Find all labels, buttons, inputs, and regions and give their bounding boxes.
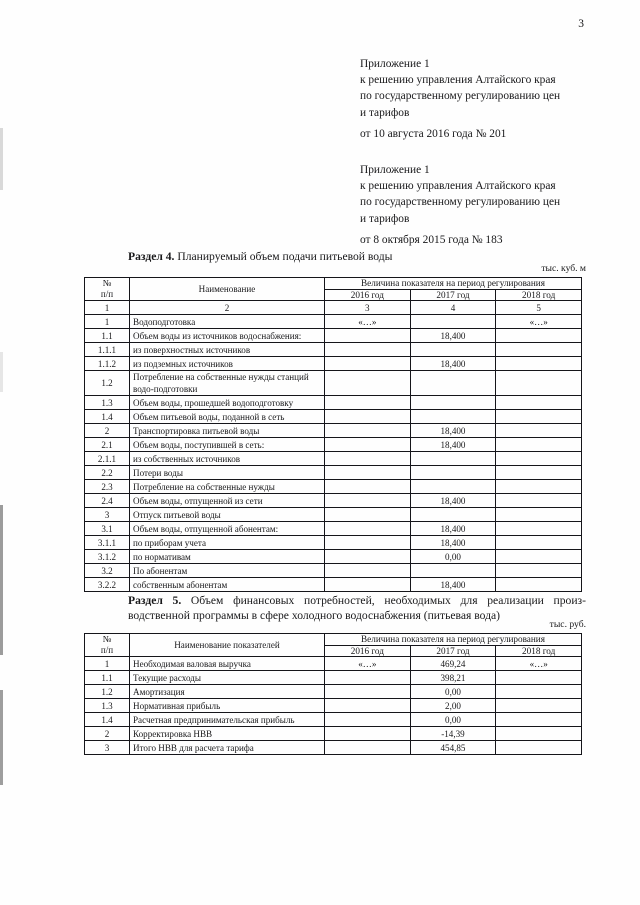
cell-2016 xyxy=(325,424,411,438)
cell-2016 xyxy=(325,522,411,536)
cell-2017: 18,400 xyxy=(410,578,496,592)
column-header-group: Величина показателя на период регулирования xyxy=(325,278,582,290)
row-name: Потребление на собственные нужды xyxy=(130,480,325,494)
column-header-year-2017: 2017 год xyxy=(410,289,496,301)
cell-2016 xyxy=(325,564,411,578)
row-number: 2 xyxy=(85,424,130,438)
table-row xyxy=(85,713,582,727)
column-index: 5 xyxy=(496,301,582,315)
cell-2018 xyxy=(496,371,582,396)
table-row xyxy=(85,329,582,343)
appendix-line: и тарифов xyxy=(360,212,410,225)
np-line-1: № xyxy=(102,278,112,288)
cell-2017: 18,400 xyxy=(410,494,496,508)
column-header-number xyxy=(85,634,130,657)
row-number: 1.2 xyxy=(85,371,130,396)
section-5-title-text: Объем финансовых потребностей, необходимых для реализации произ-водственной программы в сфере холодного водоснабжения (питьевая вода) xyxy=(128,594,587,622)
row-number: 3.1.1 xyxy=(85,536,130,550)
appendix-line: к решению управления Алтайского края xyxy=(360,180,556,193)
row-number: 2 xyxy=(85,727,130,741)
cell-2016 xyxy=(325,343,411,357)
cell-2018 xyxy=(496,466,582,480)
table-row xyxy=(85,343,582,357)
page-number: 3 xyxy=(578,18,584,30)
cell-2016: «…» xyxy=(325,315,411,329)
row-name: Расчетная предпринимательская прибыль xyxy=(130,713,325,727)
scan-artifact xyxy=(0,690,3,785)
cell-2017: 18,400 xyxy=(410,357,496,371)
cell-2018 xyxy=(496,550,582,564)
section-5-heading xyxy=(128,594,586,623)
row-name: Необходимая валовая выручка xyxy=(130,657,325,671)
cell-2018 xyxy=(496,494,582,508)
cell-2017: 398,21 xyxy=(410,671,496,685)
cell-2016 xyxy=(325,699,411,713)
cell-2017 xyxy=(410,564,496,578)
row-number: 3.1 xyxy=(85,522,130,536)
row-name: Объем воды, отпущенной из сети xyxy=(130,494,325,508)
appendix-date-line: от 10 августа 2016 года № 201 xyxy=(360,127,507,140)
row-name: Транспортировка питьевой воды xyxy=(130,424,325,438)
section-4-number: Раздел 4. xyxy=(128,250,175,263)
cell-2016 xyxy=(325,480,411,494)
cell-2018 xyxy=(496,480,582,494)
column-header-name: Наименование показателей xyxy=(130,634,325,657)
table-row xyxy=(85,578,582,592)
cell-2017 xyxy=(410,315,496,329)
cell-2016 xyxy=(325,410,411,424)
row-name: Потребление на собственные нужды станций водо-подготовки xyxy=(130,371,325,396)
table-row xyxy=(85,671,582,685)
table-row xyxy=(85,699,582,713)
cell-2017: 2,00 xyxy=(410,699,496,713)
table-row xyxy=(85,466,582,480)
cell-2018 xyxy=(496,357,582,371)
appendix-line: по государственному регулированию цен xyxy=(360,90,561,103)
cell-2016 xyxy=(325,578,411,592)
row-name: по нормативам xyxy=(130,550,325,564)
row-number: 2.1.1 xyxy=(85,452,130,466)
cell-2016 xyxy=(325,396,411,410)
row-name: Итого НВВ для расчета тарифа xyxy=(130,741,325,755)
cell-2016 xyxy=(325,671,411,685)
cell-2018 xyxy=(496,329,582,343)
appendix-line: Приложение 1 xyxy=(360,58,430,70)
table-row xyxy=(85,424,582,438)
row-name: Объем питьевой воды, поданной в сеть xyxy=(130,410,325,424)
table-row xyxy=(85,371,582,396)
cell-2018 xyxy=(496,508,582,522)
scan-artifact xyxy=(0,505,3,655)
row-name: из собственных источников xyxy=(130,452,325,466)
section-4-units: тыс. куб. м xyxy=(541,263,586,274)
appendix-line: по государственному регулированию цен xyxy=(360,196,561,209)
cell-2016 xyxy=(325,741,411,755)
cell-2017 xyxy=(410,480,496,494)
cell-2016 xyxy=(325,329,411,343)
cell-2017: 0,00 xyxy=(410,550,496,564)
column-index: 2 xyxy=(130,301,325,315)
cell-2016 xyxy=(325,466,411,480)
planned-water-supply-table xyxy=(84,277,582,592)
column-header-year-2016: 2016 год xyxy=(325,645,411,657)
cell-2016 xyxy=(325,550,411,564)
cell-2018 xyxy=(496,685,582,699)
financial-requirements-table xyxy=(84,633,582,755)
row-name: Отпуск питьевой воды xyxy=(130,508,325,522)
row-number: 3 xyxy=(85,741,130,755)
table-row xyxy=(85,550,582,564)
row-name: Нормативная прибыль xyxy=(130,699,325,713)
cell-2018 xyxy=(496,713,582,727)
cell-2017: 454,85 xyxy=(410,741,496,755)
table-row xyxy=(85,508,582,522)
cell-2018 xyxy=(496,536,582,550)
cell-2018 xyxy=(496,343,582,357)
table-row xyxy=(85,410,582,424)
cell-2018 xyxy=(496,396,582,410)
row-name: Потери воды xyxy=(130,466,325,480)
cell-2017: -14,39 xyxy=(410,727,496,741)
column-header-name: Наименование xyxy=(130,278,325,301)
column-header-year-2018: 2018 год xyxy=(496,645,582,657)
cell-2018 xyxy=(496,741,582,755)
cell-2018 xyxy=(496,564,582,578)
column-index: 3 xyxy=(325,301,411,315)
column-header-year-2016: 2016 год xyxy=(325,289,411,301)
cell-2017: 0,00 xyxy=(410,685,496,699)
cell-2016 xyxy=(325,508,411,522)
column-header-year-2018: 2018 год xyxy=(496,289,582,301)
table-row xyxy=(85,741,582,755)
appendix-header-1 xyxy=(360,56,622,142)
cell-2017: 18,400 xyxy=(410,522,496,536)
row-name: По абонентам xyxy=(130,564,325,578)
table-row xyxy=(85,438,582,452)
cell-2017 xyxy=(410,371,496,396)
row-name: Водоподготовка xyxy=(130,315,325,329)
table-row xyxy=(85,564,582,578)
row-number: 1.1 xyxy=(85,671,130,685)
scan-artifact xyxy=(0,128,3,190)
table-column-number-row xyxy=(85,301,582,315)
appendix-header-2 xyxy=(360,162,622,248)
table-row xyxy=(85,522,582,536)
cell-2016 xyxy=(325,727,411,741)
column-index: 1 xyxy=(85,301,130,315)
cell-2017 xyxy=(410,508,496,522)
row-name: из поверхностных источников xyxy=(130,343,325,357)
row-name: собственным абонентам xyxy=(130,578,325,592)
cell-2016 xyxy=(325,438,411,452)
row-number: 1.1 xyxy=(85,329,130,343)
table-row xyxy=(85,396,582,410)
table-header-row xyxy=(85,634,582,646)
cell-2017 xyxy=(410,343,496,357)
appendix-date-line: от 8 октября 2015 года № 183 xyxy=(360,233,503,246)
cell-2016 xyxy=(325,371,411,396)
table-row xyxy=(85,657,582,671)
cell-2018 xyxy=(496,452,582,466)
cell-2016 xyxy=(325,713,411,727)
row-name: по приборам учета xyxy=(130,536,325,550)
row-number: 1.4 xyxy=(85,410,130,424)
table-row xyxy=(85,480,582,494)
cell-2017 xyxy=(410,396,496,410)
row-name: Текущие расходы xyxy=(130,671,325,685)
row-number: 3 xyxy=(85,508,130,522)
row-number: 3.2.2 xyxy=(85,578,130,592)
np-line-1: № xyxy=(102,634,112,644)
table-row xyxy=(85,494,582,508)
row-number: 1.1.2 xyxy=(85,357,130,371)
cell-2016 xyxy=(325,536,411,550)
cell-2016 xyxy=(325,452,411,466)
cell-2018: «…» xyxy=(496,315,582,329)
row-name: Объем воды, поступившей в сеть: xyxy=(130,438,325,452)
cell-2016 xyxy=(325,357,411,371)
row-number: 1.3 xyxy=(85,699,130,713)
cell-2018 xyxy=(496,727,582,741)
row-number: 1 xyxy=(85,657,130,671)
row-number: 1.1.1 xyxy=(85,343,130,357)
table-row xyxy=(85,727,582,741)
appendix-line: к решению управления Алтайского края xyxy=(360,74,556,87)
section-4-title-text: Планируемый объем подачи питьевой воды xyxy=(174,250,393,263)
column-header-group: Величина показателя на период регулирования xyxy=(325,634,582,646)
appendix-line: и тарифов xyxy=(360,106,410,119)
table-row xyxy=(85,685,582,699)
row-name: Объем воды, прошедшей водоподготовку xyxy=(130,396,325,410)
table-row xyxy=(85,452,582,466)
row-number: 1.3 xyxy=(85,396,130,410)
cell-2017 xyxy=(410,410,496,424)
cell-2018 xyxy=(496,578,582,592)
table-header-row xyxy=(85,278,582,290)
cell-2018 xyxy=(496,424,582,438)
section-4-heading xyxy=(128,250,586,265)
cell-2017: 18,400 xyxy=(410,329,496,343)
row-number: 2.1 xyxy=(85,438,130,452)
appendix-line: Приложение 1 xyxy=(360,164,430,176)
column-header-number xyxy=(85,278,130,301)
row-name: Корректировка НВВ xyxy=(130,727,325,741)
cell-2017: 469,24 xyxy=(410,657,496,671)
cell-2016 xyxy=(325,494,411,508)
row-name: Объем воды из источников водоснабжения: xyxy=(130,329,325,343)
scan-artifact xyxy=(0,352,3,392)
column-header-year-2017: 2017 год xyxy=(410,645,496,657)
column-index: 4 xyxy=(410,301,496,315)
cell-2016: «…» xyxy=(325,657,411,671)
cell-2017: 0,00 xyxy=(410,713,496,727)
section-5-number: Раздел 5. xyxy=(128,594,182,607)
row-number: 1.4 xyxy=(85,713,130,727)
cell-2018 xyxy=(496,671,582,685)
cell-2018 xyxy=(496,410,582,424)
cell-2017 xyxy=(410,466,496,480)
table-row xyxy=(85,536,582,550)
row-number: 2.2 xyxy=(85,466,130,480)
cell-2017: 18,400 xyxy=(410,438,496,452)
row-number: 3.1.2 xyxy=(85,550,130,564)
cell-2018 xyxy=(496,699,582,713)
cell-2017: 18,400 xyxy=(410,536,496,550)
np-line-2: п/п xyxy=(100,645,114,655)
table-row xyxy=(85,315,582,329)
row-number: 3.2 xyxy=(85,564,130,578)
row-number: 1.2 xyxy=(85,685,130,699)
cell-2016 xyxy=(325,685,411,699)
cell-2017 xyxy=(410,452,496,466)
section-5-units: тыс. руб. xyxy=(549,619,586,630)
row-name: Амортизация xyxy=(130,685,325,699)
cell-2017: 18,400 xyxy=(410,424,496,438)
cell-2018 xyxy=(496,522,582,536)
row-number: 1 xyxy=(85,315,130,329)
row-name: из подземных источников xyxy=(130,357,325,371)
cell-2018: «…» xyxy=(496,657,582,671)
table-row xyxy=(85,357,582,371)
row-number: 2.3 xyxy=(85,480,130,494)
row-name: Объем воды, отпущенной абонентам: xyxy=(130,522,325,536)
cell-2018 xyxy=(496,438,582,452)
row-number: 2.4 xyxy=(85,494,130,508)
np-line-2: п/п xyxy=(100,289,114,299)
